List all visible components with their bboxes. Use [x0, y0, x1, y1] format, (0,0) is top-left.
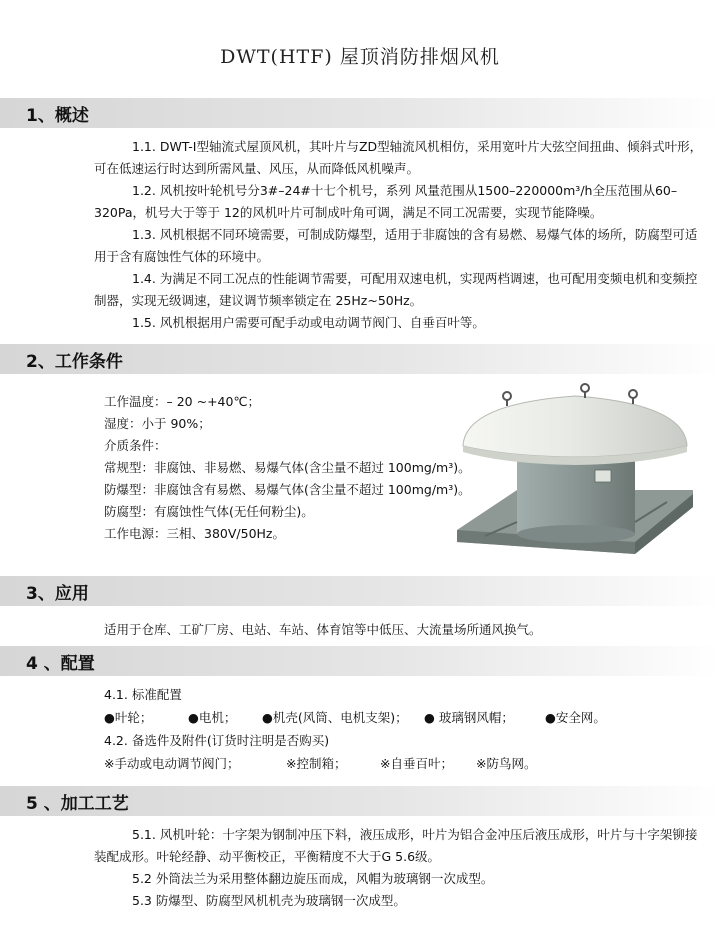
section-application-header — [0, 576, 720, 606]
optional-item-valve: ※手动或电动调节阀门； — [104, 756, 240, 771]
process-para-1: 5.1. 风机叶轮：十字架为钢制冲压下料，液压成形，叶片为铝合金冲压后液压成形，叶片与十字架铆接装配成形。叶轮经静、动平衡校正，平衡精度不大于G 5.6级。 — [94, 827, 698, 864]
section-configuration-heading: 4 、配置 — [26, 654, 95, 674]
optional-config-title: 4.2. 备选件及附件(订货时注明是否购买) — [104, 733, 330, 748]
optional-item-louver: ※自垂百叶； — [380, 756, 453, 771]
process-para-2: 5.2 外筒法兰为采用整体翻边旋压而成，风帽为玻璃钢一次成型。 — [132, 871, 494, 886]
overview-para-4: 1.4. 为满足不同工况点的性能调节需要，可配用双速电机，实现两档调速，也可配用变频电机和变频控制器，实现无级调速，建议调节频率锁定在 25Hz~50Hz。 — [94, 271, 698, 308]
section-configuration-header — [0, 646, 720, 676]
fan-hood — [463, 396, 687, 457]
optional-item-control-box: ※控制箱； — [286, 756, 347, 771]
overview-para-5: 1.5. 风机根据用户需要可配手动或电动调节阀门、自垂百叶等。 — [132, 315, 485, 330]
fan-nameplate — [595, 470, 611, 482]
page-title: DWT(HTF) 屋顶消防排烟风机 — [220, 46, 500, 68]
condition-temperature: 工作温度：– 20 ~+40℃； — [104, 394, 260, 409]
overview-para-1: 1.1. DWT-I型轴流式屋顶风机，其叶片与ZD型轴流风机相仿，采用宽叶片大弦空间扭曲、倾斜式叶形，可在低速运行时达到所需风量、风压，从而降低风机噪声。 — [94, 139, 703, 176]
section-conditions-heading: 2、工作条件 — [26, 352, 123, 372]
condition-medium: 介质条件： — [104, 438, 167, 453]
section-process-header — [0, 786, 720, 816]
section-process-heading: 5 、加工工艺 — [26, 794, 129, 814]
standard-item-casing: ●机壳(风筒、电机支架)； — [262, 710, 408, 725]
standard-item-impeller: ●叶轮； — [104, 710, 153, 725]
condition-power: 工作电源：三相、380V/50Hz。 — [104, 526, 285, 541]
section-application-heading: 3、应用 — [26, 584, 89, 604]
condition-humidity: 湿度：小于 90%； — [104, 416, 211, 431]
standard-item-motor: ●电机； — [188, 710, 237, 725]
condition-explosion-proof: 防爆型：非腐蚀含有易燃、易爆气体(含尘量不超过 100mg/m³)。 — [104, 482, 471, 497]
application-text: 适用于仓库、工矿厂房、电站、车站、体育馆等中低压、大流量场所通风换气。 — [104, 622, 542, 637]
section-conditions-header — [0, 344, 720, 374]
optional-item-bird-net: ※防鸟网。 — [476, 756, 537, 771]
process-para-3: 5.3 防爆型、防腐型风机机壳为玻璃钢一次成型。 — [132, 893, 406, 908]
condition-anticorrosion: 防腐型：有腐蚀性气体(无任何粉尘)。 — [104, 504, 314, 519]
standard-config-title: 4.1. 标准配置 — [104, 687, 182, 702]
overview-para-2: 1.2. 风机按叶轮机号分3#–24#十七个机号，系列 风量范围从1500–220000m³/h全压范围从60–320Pa，机号大于等于 12的风机叶片可制成叶角可调，满足不同工况需要，实现节能降噪。 — [94, 183, 678, 220]
section-overview-header — [0, 98, 720, 128]
standard-item-safety-net: ●安全网。 — [545, 710, 606, 725]
section-overview-heading: 1、概述 — [26, 106, 89, 126]
overview-para-3: 1.3. 风机根据不同环境需要，可制成防爆型，适用于非腐蚀的含有易燃、易爆气体的场所，防腐型可适用于含有腐蚀性气体的环境中。 — [94, 227, 698, 264]
standard-item-frp-hood: ● 玻璃钢风帽； — [424, 710, 514, 725]
condition-standard-type: 常规型：非腐蚀、非易燃、易爆气体(含尘量不超过 100mg/m³)。 — [104, 460, 471, 475]
roof-fan-illustration — [455, 382, 695, 557]
